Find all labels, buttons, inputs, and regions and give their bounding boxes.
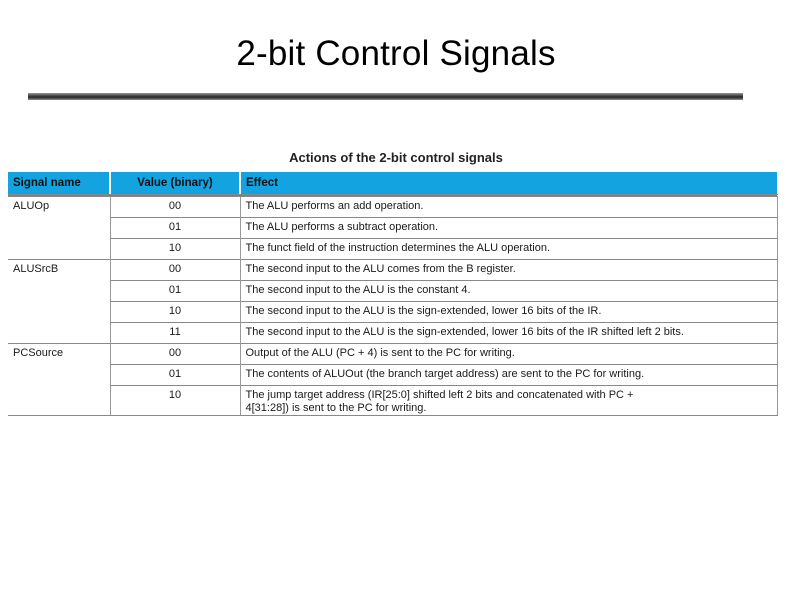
table-row <box>8 365 777 386</box>
signal-name-cell <box>8 239 110 260</box>
table-row <box>8 281 777 302</box>
header-signal-name: Signal name <box>8 172 110 196</box>
effect-cell: The contents of ALUOut (the branch target address) are sent to the PC for writing. <box>240 365 777 386</box>
value-cell: 10 <box>110 239 240 260</box>
effect-cell: The second input to the ALU comes from the B register. <box>240 260 777 281</box>
effect-cell: The second input to the ALU is the sign-extended, lower 16 bits of the IR. <box>240 302 777 323</box>
signal-name-cell <box>8 218 110 239</box>
table-row <box>8 323 777 344</box>
effect-cell: The ALU performs an add operation. <box>240 196 777 218</box>
control-signals-table <box>8 172 778 416</box>
table-row <box>8 196 777 218</box>
table-row <box>8 218 777 239</box>
title-divider <box>28 93 743 100</box>
signal-name-cell: ALUSrcB <box>8 260 110 281</box>
slide-title: 2-bit Control Signals <box>236 34 556 73</box>
table-row <box>8 344 777 365</box>
header-effect: Effect <box>240 172 777 196</box>
value-cell: 01 <box>110 365 240 386</box>
signal-name-cell <box>8 302 110 323</box>
table-row <box>8 260 777 281</box>
effect-cell: The second input to the ALU is the constant 4. <box>240 281 777 302</box>
effect-cell: Output of the ALU (PC + 4) is sent to the PC for writing. <box>240 344 777 365</box>
value-cell: 11 <box>110 323 240 344</box>
value-cell: 00 <box>110 344 240 365</box>
value-cell: 00 <box>110 196 240 218</box>
control-signals-table-container <box>8 172 777 416</box>
table-header-row <box>8 172 777 196</box>
value-cell: 10 <box>110 302 240 323</box>
header-value-binary: Value (binary) <box>110 172 240 196</box>
table-row <box>8 239 777 260</box>
value-cell: 00 <box>110 260 240 281</box>
signal-name-cell <box>8 365 110 386</box>
effect-cell: The funct field of the instruction determines the ALU operation. <box>240 239 777 260</box>
effect-cell: The jump target address (IR[25:0] shifted left 2 bits and concatenated with PC + 4[31:28]) is sent to the PC for writing. <box>240 386 777 416</box>
effect-cell: The second input to the ALU is the sign-extended, lower 16 bits of the IR shifted left 2 bits. <box>240 323 777 344</box>
effect-cell: The ALU performs a subtract operation. <box>240 218 777 239</box>
table-row <box>8 302 777 323</box>
signal-name-cell: PCSource <box>8 344 110 365</box>
table-row <box>8 386 777 416</box>
table-caption: Actions of the 2-bit control signals <box>289 150 503 165</box>
value-cell: 01 <box>110 281 240 302</box>
signal-name-cell: ALUOp <box>8 196 110 218</box>
signal-name-cell <box>8 323 110 344</box>
signal-name-cell <box>8 281 110 302</box>
value-cell: 01 <box>110 218 240 239</box>
signal-name-cell <box>8 386 110 416</box>
value-cell: 10 <box>110 386 240 416</box>
